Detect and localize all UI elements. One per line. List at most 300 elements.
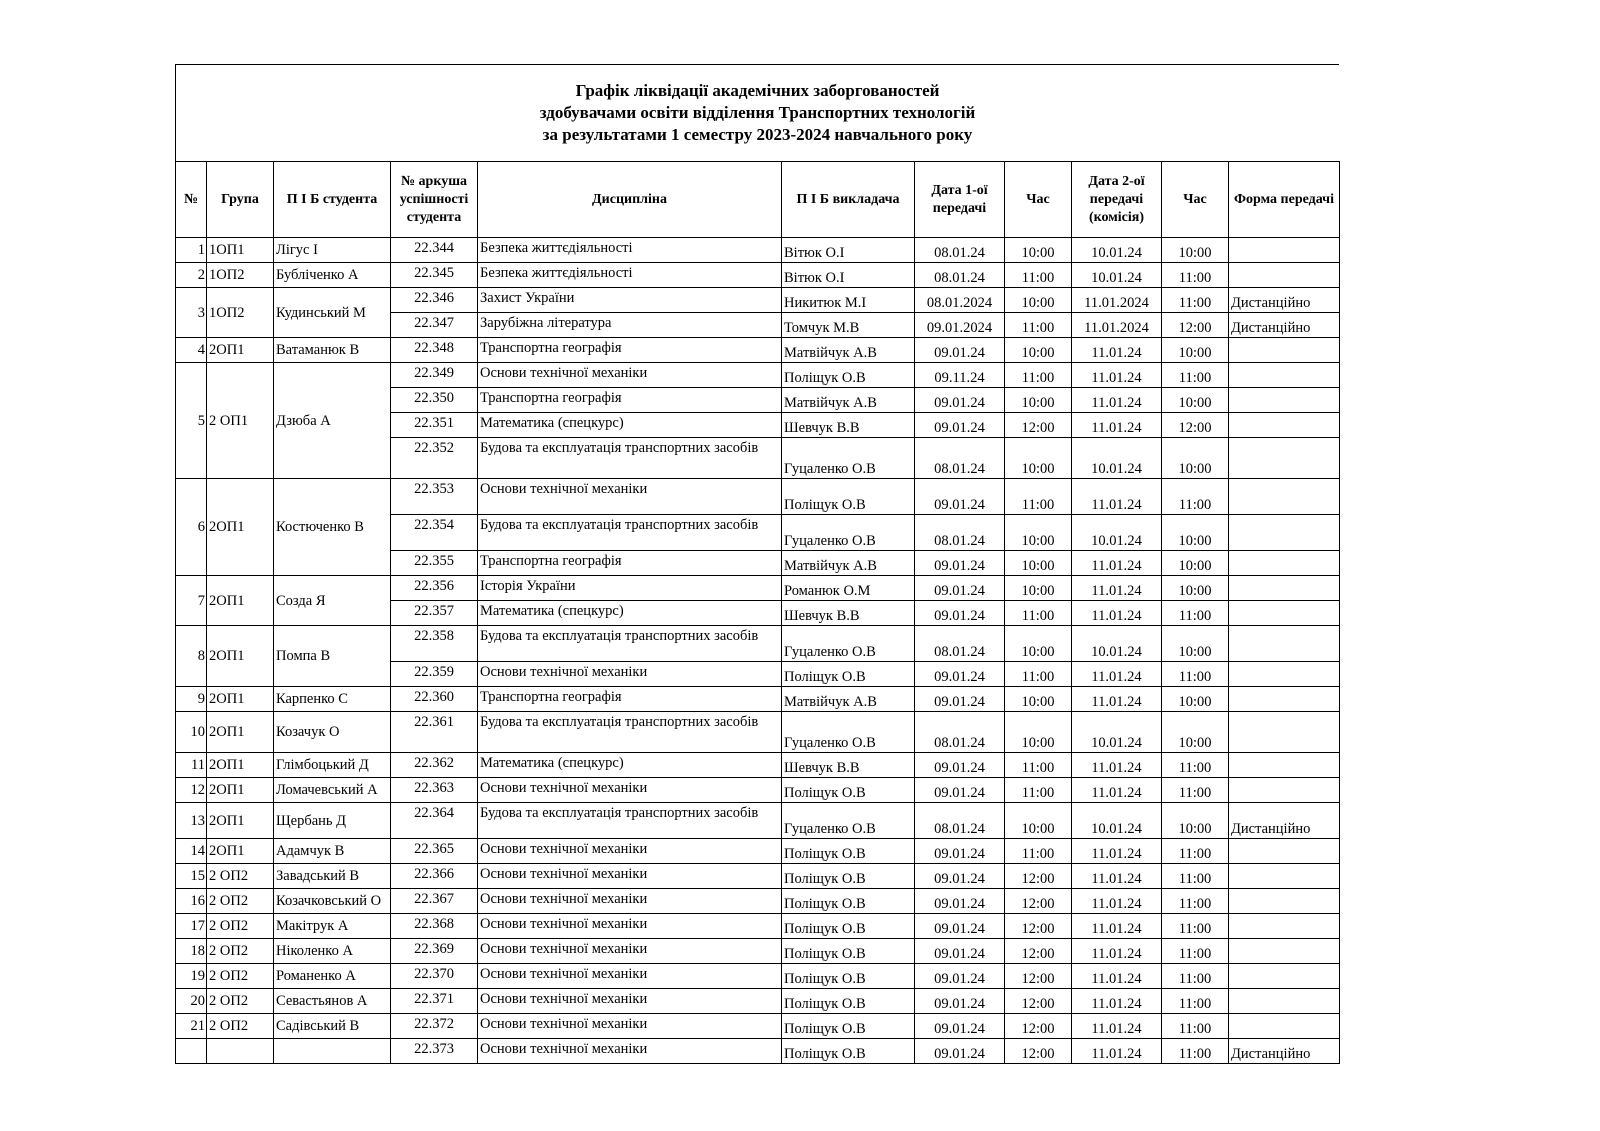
student-name: Козачук О [274,712,391,753]
date2-cell: 11.01.24 [1072,939,1162,964]
teacher-cell: Поліщук О.В [782,889,915,914]
student-name: Завадський В [274,864,391,889]
time2-cell: 11:00 [1162,479,1229,515]
time1-cell: 10:00 [1005,687,1072,712]
header-form: Форма передачі [1229,162,1340,238]
time2-cell: 12:00 [1162,313,1229,338]
time2-cell: 11:00 [1162,989,1229,1014]
group-cell: 2ОП1 [207,839,274,864]
date2-cell: 11.01.24 [1072,551,1162,576]
date2-cell: 11.01.24 [1072,338,1162,363]
group-cell: 2 ОП2 [207,889,274,914]
time1-cell: 10:00 [1005,551,1072,576]
teacher-cell: Поліщук О.В [782,778,915,803]
form-cell [1229,914,1340,939]
date2-cell: 11.01.24 [1072,914,1162,939]
time1-cell: 11:00 [1005,479,1072,515]
time1-cell: 10:00 [1005,388,1072,413]
group-cell: 2 ОП2 [207,864,274,889]
date2-cell: 11.01.24 [1072,601,1162,626]
date1-cell: 08.01.2024 [915,288,1005,313]
teacher-cell: Шевчук В.В [782,413,915,438]
sheet-number: 22.369 [391,939,478,964]
teacher-cell: Романюк О.М [782,576,915,601]
teacher-cell: Поліщук О.В [782,1039,915,1064]
teacher-cell: Никитюк М.І [782,288,915,313]
discipline-cell: Будова та експлуатація транспортних засобів [478,515,782,551]
teacher-cell: Поліщук О.В [782,914,915,939]
group-cell: 2ОП1 [207,712,274,753]
discipline-cell: Математика (спецкурс) [478,601,782,626]
time2-cell: 10:00 [1162,238,1229,263]
form-cell [1229,601,1340,626]
date1-cell: 08.01.24 [915,238,1005,263]
form-cell [1229,964,1340,989]
group-cell: 2ОП1 [207,753,274,778]
sheet-number: 22.353 [391,479,478,515]
sheet-number: 22.362 [391,753,478,778]
discipline-cell: Будова та експлуатація транспортних засобів [478,438,782,479]
date1-cell: 09.01.24 [915,939,1005,964]
table-row [176,687,1340,712]
table-row [176,626,1340,662]
teacher-cell: Матвійчук А.В [782,388,915,413]
form-cell [1229,438,1340,479]
table-row [176,1014,1340,1039]
table-body [176,238,1340,1064]
date1-cell: 09.01.24 [915,889,1005,914]
date1-cell: 09.01.2024 [915,313,1005,338]
row-number: 18 [176,939,207,964]
row-number [176,1039,207,1064]
table-row [176,338,1340,363]
form-cell: Дистанційно [1229,1039,1340,1064]
time1-cell: 10:00 [1005,576,1072,601]
time1-cell: 12:00 [1005,1039,1072,1064]
group-cell: 2ОП1 [207,626,274,687]
form-cell: Дистанційно [1229,288,1340,313]
teacher-cell: Поліщук О.В [782,864,915,889]
teacher-cell: Поліщук О.В [782,662,915,687]
discipline-cell: Основи технічної механіки [478,864,782,889]
sheet-number: 22.354 [391,515,478,551]
student-name [274,1039,391,1064]
table-row [176,803,1340,839]
time1-cell: 11:00 [1005,778,1072,803]
discipline-cell: Основи технічної механіки [478,939,782,964]
discipline-cell: Основи технічної механіки [478,1014,782,1039]
date1-cell: 08.01.24 [915,438,1005,479]
student-name: Ватаманюк В [274,338,391,363]
group-cell [207,1039,274,1064]
header-row [176,162,1340,238]
teacher-cell: Матвійчук А.В [782,338,915,363]
discipline-cell: Транспортна географія [478,687,782,712]
teacher-cell: Гуцаленко О.В [782,515,915,551]
date1-cell: 09.01.24 [915,864,1005,889]
date1-cell: 09.01.24 [915,413,1005,438]
time2-cell: 11:00 [1162,263,1229,288]
time2-cell: 10:00 [1162,438,1229,479]
date2-cell: 11.01.24 [1072,864,1162,889]
form-cell [1229,626,1340,662]
row-number: 2 [176,263,207,288]
group-cell: 2 ОП2 [207,989,274,1014]
time1-cell: 10:00 [1005,338,1072,363]
form-cell [1229,263,1340,288]
time2-cell: 11:00 [1162,964,1229,989]
date1-cell: 09.01.24 [915,1014,1005,1039]
teacher-cell: Гуцаленко О.В [782,438,915,479]
header-num: № [176,162,207,238]
time1-cell: 12:00 [1005,889,1072,914]
row-number: 17 [176,914,207,939]
date2-cell: 10.01.24 [1072,263,1162,288]
discipline-cell: Основи технічної механіки [478,479,782,515]
teacher-cell: Гуцаленко О.В [782,712,915,753]
time1-cell: 11:00 [1005,753,1072,778]
discipline-cell: Основи технічної механіки [478,363,782,388]
teacher-cell: Поліщук О.В [782,964,915,989]
time2-cell: 10:00 [1162,551,1229,576]
form-cell [1229,989,1340,1014]
table-row [176,576,1340,601]
date2-cell: 11.01.24 [1072,1039,1162,1064]
group-cell: 2ОП1 [207,479,274,576]
time2-cell: 12:00 [1162,413,1229,438]
date1-cell: 08.01.24 [915,626,1005,662]
form-cell [1229,939,1340,964]
discipline-cell: Будова та експлуатація транспортних засобів [478,712,782,753]
row-number: 3 [176,288,207,338]
header-teacher: П І Б викладача [782,162,915,238]
date1-cell: 08.01.24 [915,263,1005,288]
time1-cell: 10:00 [1005,438,1072,479]
discipline-cell: Будова та експлуатація транспортних засобів [478,803,782,839]
form-cell [1229,576,1340,601]
date1-cell: 09.01.24 [915,576,1005,601]
student-name: Дзюба А [274,363,391,479]
time1-cell: 12:00 [1005,413,1072,438]
sheet-number: 22.344 [391,238,478,263]
date1-cell: 09.01.24 [915,914,1005,939]
time2-cell: 11:00 [1162,939,1229,964]
sheet-number: 22.355 [391,551,478,576]
sheet-number: 22.359 [391,662,478,687]
teacher-cell: Вітюк О.І [782,238,915,263]
teacher-cell: Поліщук О.В [782,839,915,864]
table-row [176,363,1340,388]
schedule-sheet [175,64,1339,1064]
sheet-number: 22.361 [391,712,478,753]
form-cell [1229,1014,1340,1039]
time2-cell: 10:00 [1162,515,1229,551]
row-number: 13 [176,803,207,839]
time1-cell: 10:00 [1005,626,1072,662]
time2-cell: 10:00 [1162,687,1229,712]
date2-cell: 10.01.24 [1072,626,1162,662]
discipline-cell: Основи технічної механіки [478,989,782,1014]
row-number: 11 [176,753,207,778]
discipline-cell: Зарубіжна література [478,313,782,338]
group-cell: 2ОП1 [207,338,274,363]
student-name: Садівський В [274,1014,391,1039]
group-cell: 2 ОП2 [207,914,274,939]
row-number: 14 [176,839,207,864]
discipline-cell: Будова та експлуатація транспортних засобів [478,626,782,662]
date2-cell: 11.01.24 [1072,839,1162,864]
group-cell: 2ОП1 [207,687,274,712]
discipline-cell: Захист України [478,288,782,313]
time1-cell: 11:00 [1005,662,1072,687]
date2-cell: 11.01.24 [1072,889,1162,914]
student-name: Макітрук А [274,914,391,939]
date2-cell: 10.01.24 [1072,438,1162,479]
discipline-cell: Основи технічної механіки [478,889,782,914]
form-cell [1229,753,1340,778]
discipline-cell: Основи технічної механіки [478,662,782,687]
time2-cell: 11:00 [1162,363,1229,388]
form-cell [1229,839,1340,864]
table-row [176,753,1340,778]
discipline-cell: Історія України [478,576,782,601]
table-row [176,839,1340,864]
sheet-number: 22.358 [391,626,478,662]
date1-cell: 09.01.24 [915,753,1005,778]
date2-cell: 11.01.24 [1072,662,1162,687]
table-row [176,864,1340,889]
sheet-number: 22.351 [391,413,478,438]
teacher-cell: Шевчук В.В [782,753,915,778]
sheet-number: 22.347 [391,313,478,338]
student-name: Щербань Д [274,803,391,839]
date1-cell: 09.11.24 [915,363,1005,388]
sheet-number: 22.365 [391,839,478,864]
student-name: Лігус І [274,238,391,263]
sheet-number: 22.356 [391,576,478,601]
time2-cell: 11:00 [1162,288,1229,313]
sheet-number: 22.368 [391,914,478,939]
row-number: 7 [176,576,207,626]
date1-cell: 09.01.24 [915,388,1005,413]
group-cell: 2ОП1 [207,778,274,803]
row-number: 6 [176,479,207,576]
student-name: Романенко А [274,964,391,989]
time2-cell: 11:00 [1162,889,1229,914]
discipline-cell: Математика (спецкурс) [478,753,782,778]
discipline-cell: Безпека життєдіяльності [478,238,782,263]
student-name: Созда Я [274,576,391,626]
time1-cell: 12:00 [1005,989,1072,1014]
row-number: 12 [176,778,207,803]
time2-cell: 11:00 [1162,1014,1229,1039]
student-name: Севастьянов А [274,989,391,1014]
discipline-cell: Транспортна географія [478,551,782,576]
form-cell [1229,551,1340,576]
table-row [176,712,1340,753]
form-cell [1229,687,1340,712]
sheet-number: 22.367 [391,889,478,914]
table-row [176,479,1340,515]
table-row [176,939,1340,964]
date2-cell: 11.01.24 [1072,989,1162,1014]
header-time1: Час [1005,162,1072,238]
student-name: Костюченко В [274,479,391,576]
date2-cell: 11.01.24 [1072,1014,1162,1039]
date1-cell: 09.01.24 [915,551,1005,576]
time1-cell: 11:00 [1005,601,1072,626]
form-cell [1229,515,1340,551]
sheet-number: 22.349 [391,363,478,388]
date2-cell: 11.01.24 [1072,576,1162,601]
time2-cell: 11:00 [1162,914,1229,939]
sheet-number: 22.366 [391,864,478,889]
student-name: Адамчук В [274,839,391,864]
group-cell: 2 ОП2 [207,939,274,964]
date1-cell: 09.01.24 [915,479,1005,515]
title-line-3: за результатами 1 семестру 2023-2024 навчального року [542,125,973,144]
time1-cell: 10:00 [1005,288,1072,313]
discipline-cell: Основи технічної механіки [478,778,782,803]
table-row [176,238,1340,263]
date1-cell: 09.01.24 [915,687,1005,712]
time1-cell: 12:00 [1005,864,1072,889]
discipline-cell: Безпека життєдіяльності [478,263,782,288]
time2-cell: 11:00 [1162,753,1229,778]
student-name: Помпа В [274,626,391,687]
sheet-number: 22.373 [391,1039,478,1064]
date1-cell: 09.01.24 [915,601,1005,626]
form-cell [1229,388,1340,413]
student-name: Козачковський О [274,889,391,914]
sheet-number: 22.372 [391,1014,478,1039]
date1-cell: 08.01.24 [915,515,1005,551]
date2-cell: 11.01.24 [1072,479,1162,515]
row-number: 4 [176,338,207,363]
time1-cell: 11:00 [1005,839,1072,864]
date1-cell: 09.01.24 [915,778,1005,803]
header-discipline: Дисципліна [478,162,782,238]
time1-cell: 12:00 [1005,964,1072,989]
header-sheet: № аркуша успішності студента [391,162,478,238]
discipline-cell: Транспортна географія [478,388,782,413]
date1-cell: 09.01.24 [915,1039,1005,1064]
student-name: Ніколенко А [274,939,391,964]
debt-schedule-table [175,161,1340,1064]
form-cell [1229,413,1340,438]
form-cell [1229,338,1340,363]
teacher-cell: Поліщук О.В [782,479,915,515]
date1-cell: 09.01.24 [915,662,1005,687]
date2-cell: 10.01.24 [1072,238,1162,263]
row-number: 10 [176,712,207,753]
table-row [176,778,1340,803]
date2-cell: 10.01.24 [1072,712,1162,753]
document-title [175,64,1339,161]
teacher-cell: Матвійчук А.В [782,551,915,576]
time1-cell: 10:00 [1005,238,1072,263]
discipline-cell: Основи технічної механіки [478,839,782,864]
sheet-number: 22.348 [391,338,478,363]
teacher-cell: Матвійчук А.В [782,687,915,712]
sheet-number: 22.363 [391,778,478,803]
time2-cell: 11:00 [1162,1039,1229,1064]
date1-cell: 08.01.24 [915,803,1005,839]
group-cell: 2 ОП2 [207,1014,274,1039]
discipline-cell: Основи технічної механіки [478,1039,782,1064]
time1-cell: 12:00 [1005,1014,1072,1039]
discipline-cell: Основи технічної механіки [478,964,782,989]
date2-cell: 11.01.24 [1072,964,1162,989]
form-cell [1229,479,1340,515]
time1-cell: 11:00 [1005,363,1072,388]
teacher-cell: Поліщук О.В [782,363,915,388]
date2-cell: 11.01.2024 [1072,288,1162,313]
time2-cell: 10:00 [1162,803,1229,839]
sheet-number: 22.364 [391,803,478,839]
form-cell [1229,778,1340,803]
sheet-number: 22.346 [391,288,478,313]
group-cell: 2ОП1 [207,803,274,839]
date1-cell: 09.01.24 [915,839,1005,864]
time1-cell: 11:00 [1005,313,1072,338]
form-cell [1229,363,1340,388]
student-name: Бублiченко А [274,263,391,288]
row-number: 21 [176,1014,207,1039]
student-name: Ломачевський А [274,778,391,803]
table-row [176,288,1340,313]
table-row [176,889,1340,914]
row-number: 15 [176,864,207,889]
time1-cell: 10:00 [1005,712,1072,753]
form-cell [1229,712,1340,753]
form-cell: Дистанційно [1229,803,1340,839]
form-cell [1229,889,1340,914]
teacher-cell: Шевчук В.В [782,601,915,626]
teacher-cell: Гуцаленко О.В [782,626,915,662]
discipline-cell: Транспортна географія [478,338,782,363]
date1-cell: 09.01.24 [915,989,1005,1014]
table-row [176,914,1340,939]
row-number: 1 [176,238,207,263]
group-cell: 2ОП1 [207,576,274,626]
time2-cell: 10:00 [1162,712,1229,753]
student-name: Карпенко С [274,687,391,712]
header-time2: Час [1162,162,1229,238]
date2-cell: 10.01.24 [1072,803,1162,839]
time1-cell: 12:00 [1005,914,1072,939]
time2-cell: 11:00 [1162,662,1229,687]
row-number: 5 [176,363,207,479]
date2-cell: 11.01.24 [1072,753,1162,778]
sheet-number: 22.370 [391,964,478,989]
date1-cell: 09.01.24 [915,338,1005,363]
teacher-cell: Вітюк О.І [782,263,915,288]
date2-cell: 11.01.2024 [1072,313,1162,338]
time1-cell: 12:00 [1005,939,1072,964]
table-row [176,263,1340,288]
sheet-number: 22.357 [391,601,478,626]
date1-cell: 08.01.24 [915,712,1005,753]
title-line-2: здобувачами освіти відділення Транспортних технологій [539,103,976,122]
group-cell: 1ОП2 [207,288,274,338]
student-name: Кудинський М [274,288,391,338]
row-number: 8 [176,626,207,687]
time2-cell: 11:00 [1162,601,1229,626]
discipline-cell: Математика (спецкурс) [478,413,782,438]
time2-cell: 10:00 [1162,576,1229,601]
time2-cell: 11:00 [1162,839,1229,864]
